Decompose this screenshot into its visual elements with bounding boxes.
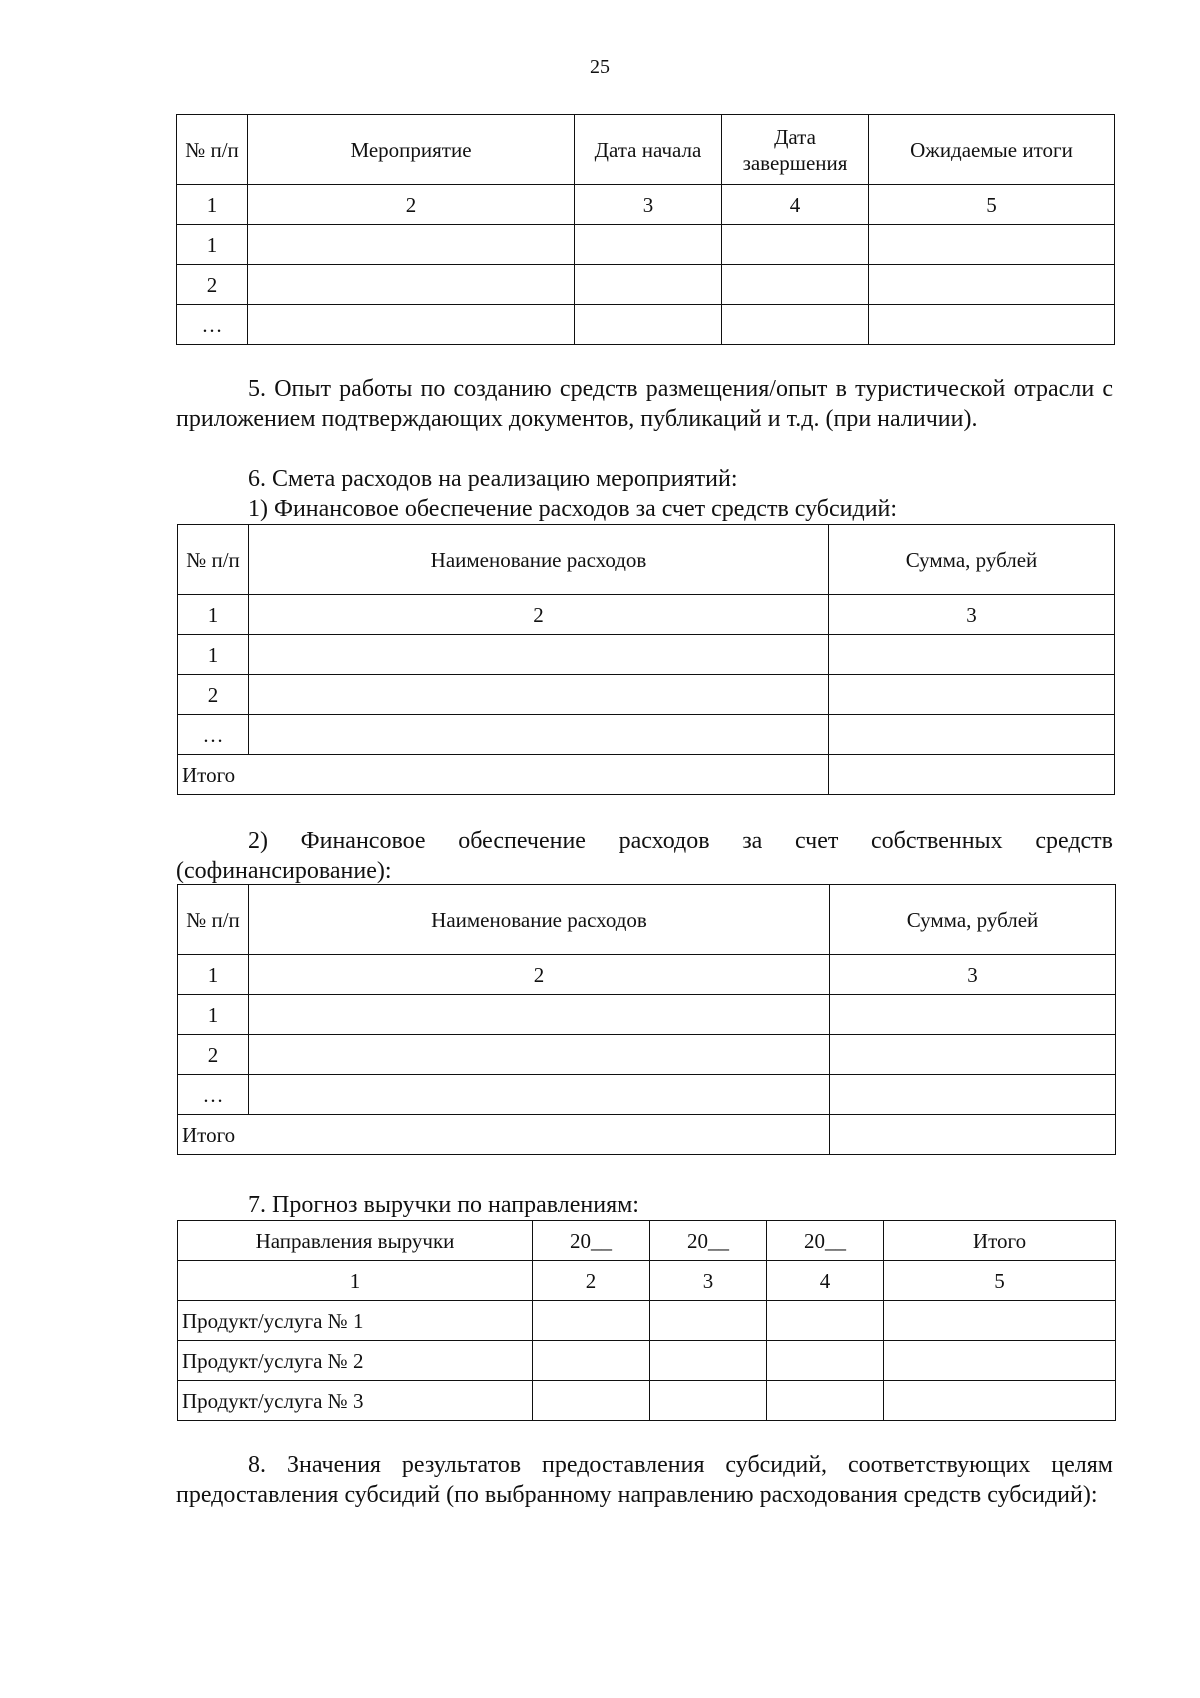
header-cell: Ожидаемые итоги: [869, 115, 1115, 185]
empty-cell: [248, 225, 575, 265]
header-cell: Наименование расходов: [249, 885, 830, 955]
empty-cell: [767, 1301, 884, 1341]
empty-cell: [533, 1301, 650, 1341]
column-number: 3: [830, 955, 1116, 995]
empty-cell: [884, 1301, 1116, 1341]
own-funds-expenses-table: [177, 884, 1116, 1155]
column-number: 5: [884, 1261, 1116, 1301]
row-number: 1: [178, 995, 249, 1035]
column-number: 2: [249, 595, 829, 635]
empty-cell: [248, 265, 575, 305]
total-label: Итого: [178, 755, 829, 795]
empty-cell: [249, 1035, 830, 1075]
total-row: [178, 1115, 1116, 1155]
empty-cell: [829, 675, 1115, 715]
empty-cell: [830, 1115, 1116, 1155]
empty-cell: [722, 305, 869, 345]
empty-cell: [533, 1381, 650, 1421]
header-cell: Сумма, рублей: [829, 525, 1115, 595]
empty-cell: [249, 635, 829, 675]
total-label: Итого: [178, 1115, 830, 1155]
empty-cell: [248, 305, 575, 345]
column-number: 5: [869, 185, 1115, 225]
table-row: [178, 715, 1115, 755]
header-cell: № п/п: [177, 115, 248, 185]
header-cell: Дата завершения: [722, 115, 869, 185]
column-number: 1: [178, 1261, 533, 1301]
table-row: [178, 635, 1115, 675]
empty-cell: [830, 995, 1116, 1035]
row-number: 2: [178, 1035, 249, 1075]
row-number: …: [177, 305, 248, 345]
row-number: 2: [178, 675, 249, 715]
column-number: 3: [650, 1261, 767, 1301]
row-number: 1: [178, 635, 249, 675]
header-cell: Сумма, рублей: [830, 885, 1116, 955]
events-table: [176, 114, 1115, 345]
section-8-text: 8. Значения результатов предоставления субсидий, соответствующих целям предоставления субсидий (по выбранному направлению расходования средств субсидий):: [176, 1452, 1113, 1508]
table-row: [178, 1301, 1116, 1341]
table-row: [178, 1075, 1116, 1115]
year-header: 20__: [650, 1221, 767, 1261]
header-cell: Мероприятие: [248, 115, 575, 185]
empty-cell: [575, 265, 722, 305]
empty-cell: [869, 305, 1115, 345]
column-number: 2: [248, 185, 575, 225]
subsidy-expenses-table: [177, 524, 1115, 795]
empty-cell: [249, 1075, 830, 1115]
header-cell: Дата начала: [575, 115, 722, 185]
table-row: [177, 265, 1115, 305]
empty-cell: [650, 1381, 767, 1421]
header-cell: Итого: [884, 1221, 1116, 1261]
column-number: 1: [178, 955, 249, 995]
empty-cell: [830, 1035, 1116, 1075]
empty-cell: [249, 995, 830, 1035]
empty-cell: [767, 1341, 884, 1381]
page-number: 25: [590, 56, 610, 78]
empty-cell: [650, 1341, 767, 1381]
table-row: [177, 305, 1115, 345]
header-cell: Направления выручки: [178, 1221, 533, 1261]
section-7-title: 7. Прогноз выручки по направлениям:: [248, 1192, 639, 1218]
column-number: 3: [575, 185, 722, 225]
header-cell: Наименование расходов: [249, 525, 829, 595]
total-row: [178, 755, 1115, 795]
column-number: 3: [829, 595, 1115, 635]
product-label: Продукт/услуга № 3: [178, 1381, 533, 1421]
column-number: 2: [249, 955, 830, 995]
empty-cell: [650, 1301, 767, 1341]
table-row: [178, 995, 1116, 1035]
empty-cell: [884, 1381, 1116, 1421]
empty-cell: [830, 1075, 1116, 1115]
section-6-title: 6. Смета расходов на реализацию мероприятий:: [248, 466, 738, 492]
row-number: 2: [177, 265, 248, 305]
column-number: 1: [178, 595, 249, 635]
empty-cell: [722, 225, 869, 265]
empty-cell: [767, 1381, 884, 1421]
row-number: 1: [177, 225, 248, 265]
empty-cell: [575, 225, 722, 265]
column-number: 1: [177, 185, 248, 225]
empty-cell: [884, 1341, 1116, 1381]
section-6-subtitle-2: 2) Финансовое обеспечение расходов за счет собственных средств (софинансирование):: [176, 828, 1113, 884]
empty-cell: [869, 265, 1115, 305]
empty-cell: [869, 225, 1115, 265]
revenue-forecast-table: [177, 1220, 1116, 1421]
header-cell: № п/п: [178, 525, 249, 595]
empty-cell: [829, 755, 1115, 795]
empty-cell: [249, 715, 829, 755]
header-cell: № п/п: [178, 885, 249, 955]
empty-cell: [575, 305, 722, 345]
year-header: 20__: [533, 1221, 650, 1261]
year-header: 20__: [767, 1221, 884, 1261]
empty-cell: [533, 1341, 650, 1381]
product-label: Продукт/услуга № 1: [178, 1301, 533, 1341]
table-row: [177, 225, 1115, 265]
empty-cell: [722, 265, 869, 305]
empty-cell: [829, 715, 1115, 755]
empty-cell: [249, 675, 829, 715]
column-number: 4: [722, 185, 869, 225]
row-number: …: [178, 1075, 249, 1115]
table-row: [178, 675, 1115, 715]
empty-cell: [829, 635, 1115, 675]
table-row: [178, 1035, 1116, 1075]
table-row: [178, 1381, 1116, 1421]
product-label: Продукт/услуга № 2: [178, 1341, 533, 1381]
section-5-text: 5. Опыт работы по созданию средств размещения/опыт в туристической отрасли с приложением подтверждающих документов, публикаций и т.д. (при наличии).: [176, 376, 1113, 432]
section-6-subtitle-1: 1) Финансовое обеспечение расходов за счет средств субсидий:: [248, 496, 898, 522]
column-number: 2: [533, 1261, 650, 1301]
row-number: …: [178, 715, 249, 755]
column-number: 4: [767, 1261, 884, 1301]
table-row: [178, 1341, 1116, 1381]
